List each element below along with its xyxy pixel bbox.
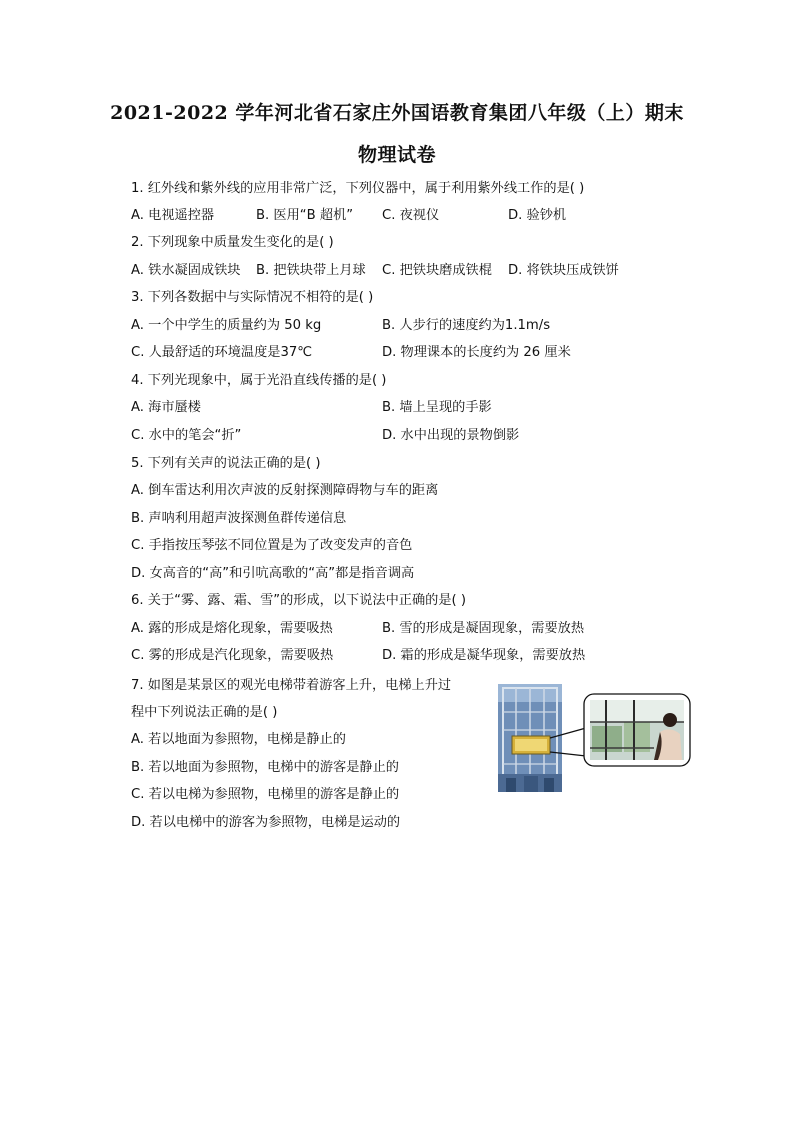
- question-1-option-a: A. 电视遥控器: [131, 208, 215, 223]
- question-5-option-b: B. 声呐利用超声波探测鱼群传递信息: [131, 511, 347, 526]
- question-3-option-a: A. 一个中学生的质量约为 50 kg: [131, 318, 322, 333]
- question-6-option-c: C. 雾的形成是汽化现象，需要吸热: [131, 648, 334, 663]
- question-6-option-a: A. 露的形成是熔化现象，需要吸热: [131, 621, 333, 636]
- question-2-option-c: C. 把铁块磨成铁棍: [382, 263, 492, 278]
- elevator-illustration: [494, 682, 694, 796]
- question-5-option-a: A. 倒车雷达利用次声波的反射探测障碍物与车的距离: [131, 483, 439, 498]
- question-3-stem: 3. 下列各数据中与实际情况不相符的是( ): [131, 290, 374, 305]
- question-7-option-d: D. 若以电梯中的游客为参照物，电梯是运动的: [131, 815, 401, 830]
- question-4-option-d: D. 水中出现的景物倒影: [382, 428, 520, 443]
- question-3-option-d: D. 物理课本的长度约为 26 厘米: [382, 345, 571, 360]
- question-7-option-b: B. 若以地面为参照物，电梯中的游客是静止的: [131, 760, 399, 775]
- question-2-option-d: D. 将铁块压成铁饼: [508, 263, 619, 278]
- question-7-option-a: A. 若以地面为参照物，电梯是静止的: [131, 732, 346, 747]
- exam-title-line1: 2021-2022 学年河北省石家庄外国语教育集团八年级（上）期末: [110, 102, 684, 124]
- question-5-stem: 5. 下列有关声的说法正确的是( ): [131, 456, 321, 471]
- question-3-option-c: C. 人最舒适的环境温度是37℃: [131, 345, 313, 360]
- question-4-option-b: B. 墙上呈现的手影: [382, 400, 492, 415]
- question-7-stem: 7. 如图是某景区的观光电梯带着游客上升，电梯上升过: [131, 678, 452, 693]
- question-2-option-b: B. 把铁块带上月球: [256, 263, 366, 278]
- question-2-stem: 2. 下列现象中质量发生变化的是( ): [131, 235, 334, 250]
- question-5-option-c: C. 手指按压琴弦不同位置是为了改变发声的音色: [131, 538, 413, 553]
- question-1-option-d: D. 验钞机: [508, 208, 567, 223]
- question-4-option-c: C. 水中的笔会“折”: [131, 428, 242, 443]
- question-1-option-c: C. 夜视仪: [382, 208, 440, 223]
- question-1-option-b: B. 医用“B 超机”: [256, 208, 354, 223]
- exam-title-line2: 物理试卷: [357, 144, 436, 166]
- question-6-option-b: B. 雪的形成是凝固现象，需要放热: [382, 621, 585, 636]
- tourist-closeup-bubble: [584, 694, 690, 766]
- question-6-option-d: D. 霜的形成是凝华现象，需要放热: [382, 648, 586, 663]
- question-3-option-b: B. 人步行的速度约为1.1m/s: [382, 318, 551, 333]
- question-1-stem: 1. 红外线和紫外线的应用非常广泛，下列仪器中，属于利用紫外线工作的是( ): [131, 181, 585, 196]
- question-2-option-a: A. 铁水凝固成铁块: [131, 263, 241, 278]
- question-6-stem: 6. 关于“雾、露、霜、雪”的形成，以下说法中正确的是( ): [131, 593, 467, 608]
- elevator-tower-photo: [498, 684, 562, 792]
- question-5-option-d: D. 女高音的“高”和引吭高歌的“高”都是指音调高: [131, 566, 415, 581]
- question-4-option-a: A. 海市蜃楼: [131, 400, 201, 415]
- question-7-option-c: C. 若以电梯为参照物，电梯里的游客是静止的: [131, 787, 400, 802]
- question-4-stem: 4. 下列光现象中，属于光沿直线传播的是( ): [131, 373, 387, 388]
- question-7-stem-continued: 程中下列说法正确的是( ): [131, 705, 278, 720]
